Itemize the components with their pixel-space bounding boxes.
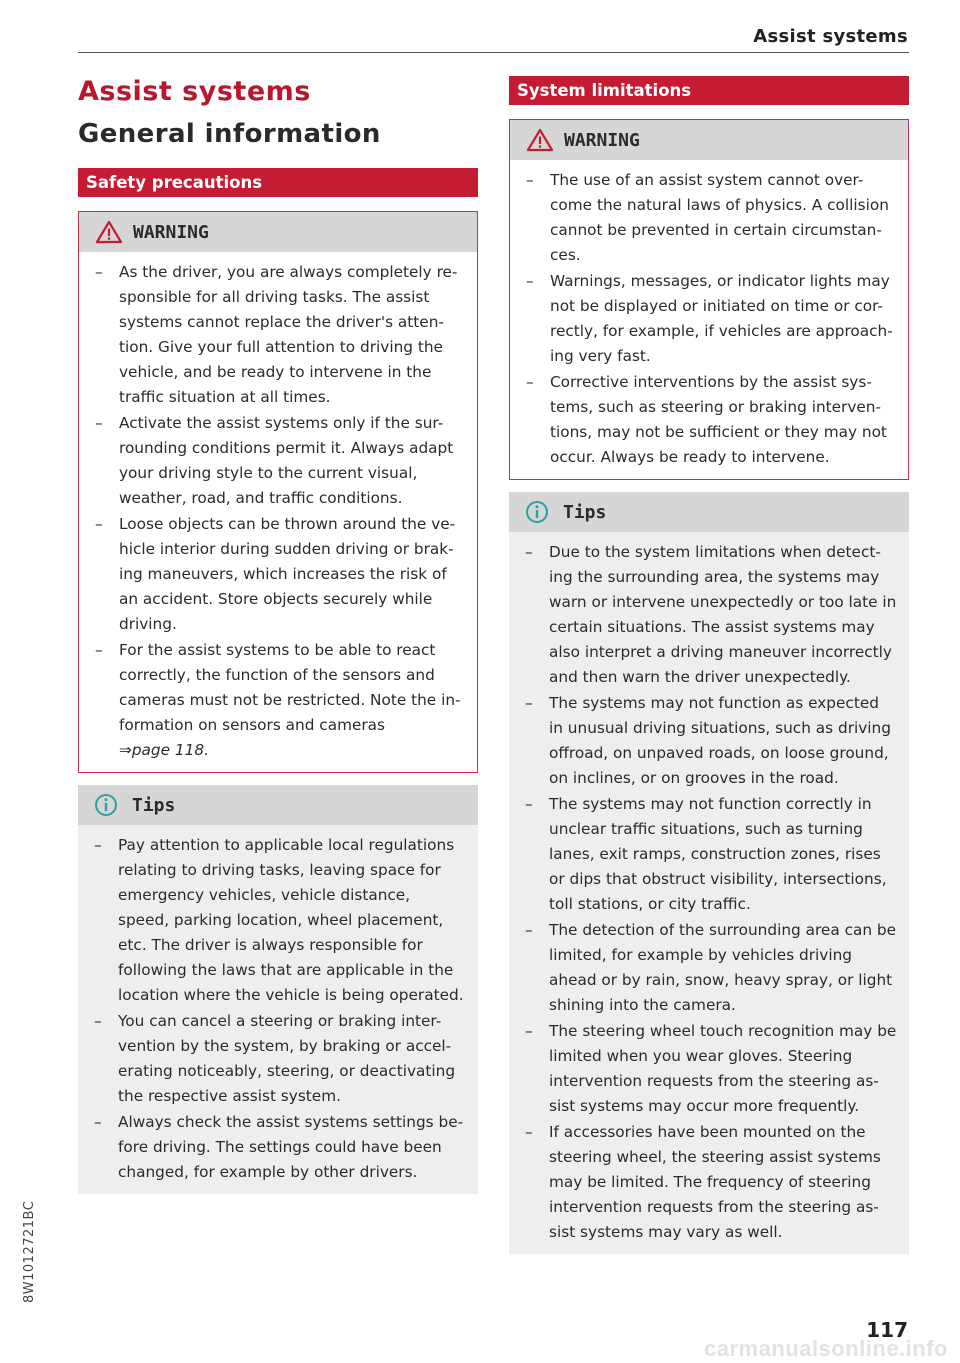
list-item: – You can cancel a steering or braking inter-vention by the system, by braking or accel-erating noticeably, steering, or deactivating the respective assist system. xyxy=(92,1009,466,1109)
warning-box-header xyxy=(79,212,477,252)
right-column xyxy=(509,76,909,1266)
subsection-bar-safety: Safety precautions xyxy=(78,168,478,197)
list-item-text: For the assist systems to be able to react correctly, the function of the sensors and cameras must not be restricted. Note the in-formation on sensors and cameras xyxy=(119,641,461,734)
document-code: 8W1012721BC xyxy=(22,1200,37,1303)
section-title: General information xyxy=(78,119,381,149)
tips-box-general xyxy=(78,785,478,1194)
tips-box-header xyxy=(509,492,909,532)
info-circle-icon xyxy=(525,500,553,524)
list-item: – As the driver, you are always completely re-sponsible for all driving tasks. The assist systems cannot replace the driver's atten-tion. Give your full attention to driving the vehicle, and be ready to intervene in the traffic situation at all times. xyxy=(93,260,465,410)
list-item: – The steering wheel touch recognition may be limited when you wear gloves. Steering intervention requests from the steering as-sist systems may occur more frequently. xyxy=(523,1019,897,1119)
tips-box-body xyxy=(509,532,909,1254)
list-item: – Loose objects can be thrown around the ve-hicle interior during sudden driving or brak-ing maneuvers, which increases the risk of an accident. Store objects securely while driving. xyxy=(93,512,465,637)
page-reference-link[interactable]: ⇒page 118. xyxy=(119,741,209,759)
header-divider xyxy=(78,52,909,53)
warning-box-title: WARNING xyxy=(564,129,640,151)
info-circle-icon xyxy=(94,793,122,817)
list-item: – The use of an assist system cannot over-come the natural laws of physics. A collision cannot be prevented in certain circumstan-ces. xyxy=(524,168,896,268)
page-number: 117 xyxy=(866,1318,908,1342)
warning-box-limitations xyxy=(509,119,909,480)
left-column xyxy=(78,76,478,1206)
list-item: – If accessories have been mounted on the steering wheel, the steering assist systems may be limited. The frequency of steering intervention requests from the steering as-sist systems may vary as well. xyxy=(523,1120,897,1245)
tips-box-limitations xyxy=(509,492,909,1254)
list-item: – Pay attention to applicable local regulations relating to driving tasks, leaving space for emergency vehicles, vehicle distance, speed, parking location, wheel placement, etc. The driver is always responsible for following the laws that are applicable in the location where the vehicle is being operated. xyxy=(92,833,466,1008)
list-item: – Corrective interventions by the assist sys-tems, such as steering or braking interven-tions, may not be sufficient or they may not occur. Always be ready to intervene. xyxy=(524,370,896,470)
tips-box-title: Tips xyxy=(563,501,607,523)
list-item: – The detection of the surrounding area can be limited, for example by vehicles driving ahead or by rain, snow, heavy spray, or light shining into the camera. xyxy=(523,918,897,1018)
tips-box-header xyxy=(78,785,478,825)
warning-box-body xyxy=(510,160,908,479)
list-item: – Warnings, messages, or indicator lights may not be displayed or initiated on time or cor-rectly, for example, if vehicles are approach-ing very fast. xyxy=(524,269,896,369)
list-item: – Activate the assist systems only if the sur-rounding conditions permit it. Always adapt your driving style to the current visual, weather, road, and traffic conditions. xyxy=(93,411,465,511)
tips-box-body xyxy=(78,825,478,1194)
running-header-title: Assist systems xyxy=(753,26,908,47)
list-item: – Due to the system limitations when detect-ing the surrounding area, the systems may warn or intervene unexpectedly or too late in certain situations. The assist systems may also interpret a driving maneuver incorrectly and then warn the driver unexpectedly. xyxy=(523,540,897,690)
list-item: – The systems may not function as expected in unusual driving situations, such as driving offroad, on unpaved roads, on loose ground, on inclines, or on grooves in the road. xyxy=(523,691,897,791)
warning-box-title: WARNING xyxy=(133,221,209,243)
list-item: – Always check the assist systems settings be-fore driving. The settings could have been changed, for example by other drivers. xyxy=(92,1110,466,1185)
warning-box-body xyxy=(79,252,477,772)
list-item: – The systems may not function correctly in unclear traffic situations, such as turning lanes, exit ramps, construction zones, rises or dips that obstruct visibility, intersections, toll stations, or city traffic. xyxy=(523,792,897,917)
warning-triangle-icon xyxy=(526,128,554,152)
warning-triangle-icon xyxy=(95,220,123,244)
subsection-bar-limitations: System limitations xyxy=(509,76,909,105)
warning-box-safety xyxy=(78,211,478,773)
tips-box-title: Tips xyxy=(132,794,176,816)
warning-box-header xyxy=(510,120,908,160)
chapter-title: Assist systems xyxy=(78,76,311,107)
watermark: carmanualsonline.info xyxy=(704,1336,948,1361)
list-item xyxy=(93,638,465,763)
